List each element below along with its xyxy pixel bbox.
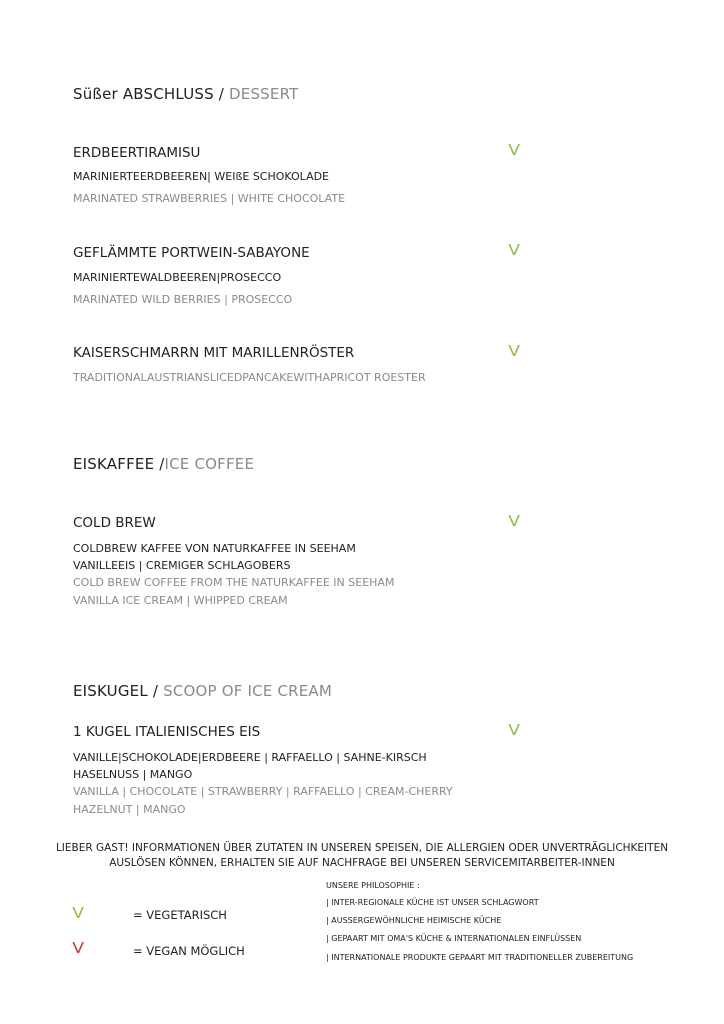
vegan-legend-icon: V [72, 939, 85, 957]
philosophy-line: | INTER-REGIONALE KÜCHE IST UNSER SCHLAGWORT [326, 898, 539, 907]
item-title-kaiserschmarrn: KAISERSCHMARRN MIT MARILLENRÖSTER [73, 345, 355, 361]
section-title-ice-cream: EISKUGEL / SCOOP OF ICE CREAM [73, 682, 333, 700]
philosophy-title: UNSERE PHILOSOPHIE : [326, 881, 420, 890]
philosophy-line: | GEPAART MIT OMA'S KÜCHE & INTERNATIONALEN EINFLÜSSEN [326, 934, 582, 943]
section-title-ice-coffee: EISKAFFEE /ICE COFFEE [73, 455, 255, 473]
item-title-italian-ice-cream: 1 KUGEL ITALIENISCHES EIS [73, 724, 261, 740]
item-description-de: COLDBREW KAFFEE VON NATURKAFFEE IN SEEHAM [73, 542, 356, 555]
section-title-dessert: Süßer ABSCHLUSS / DESSERT [73, 85, 299, 103]
item-description-en: TRADITIONALAUSTRIANSLICEDPANCAKEWITHAPRICOT ROESTER [73, 371, 426, 384]
philosophy-line: | INTERNATIONALE PRODUKTE GEPAART MIT TRADITIONELLER ZUBEREITUNG [326, 953, 634, 962]
allergy-notice-line: AUSLÖSEN KÖNNEN, ERHALTEN SIE AUF NACHFRAGE BEI UNSEREN SERVICEMITARBEITER-INNEN [109, 857, 615, 869]
allergy-notice-line: LIEBER GAST! INFORMATIONEN ÜBER ZUTATEN IN UNSEREN SPEISEN, DIE ALLERGIEN ODER UNVERTRÄGLICHKEITEN [55, 842, 669, 854]
vegetarian-v-icon: V [508, 512, 521, 530]
item-title-sabayone: GEFLÄMMTE PORTWEIN-SABAYONE [73, 245, 310, 261]
item-description-de: MARINIERTEWALDBEEREN|PROSECCO [73, 271, 282, 284]
item-description-en: MARINATED WILD BERRIES | PROSECCO [73, 293, 293, 306]
item-title-erdbeertiramisu: ERDBEERTIRAMISU [73, 145, 201, 161]
legend-vegetarian-label: = VEGETARISCH [133, 908, 227, 922]
vegetarian-v-icon: V [508, 141, 521, 159]
item-description-de: HASELNUSS | MANGO [73, 768, 193, 781]
legend-vegan-label: = VEGAN MÖGLICH [133, 944, 245, 958]
item-description-de: MARINIERTEERDBEEREN| WEIßE SCHOKOLADE [73, 170, 330, 183]
item-description-de: VANILLEEIS | CREMIGER SCHLAGOBERS [73, 559, 291, 572]
item-description-en: MARINATED STRAWBERRIES | WHITE CHOCOLATE [73, 192, 346, 205]
item-title-cold-brew: COLD BREW [73, 515, 156, 531]
item-description-en: VANILLA | CHOCOLATE | STRAWBERRY | RAFFAELLO | CREAM-CHERRY [73, 785, 453, 798]
item-description-en: VANILLA ICE CREAM | WHIPPED CREAM [73, 594, 288, 607]
item-description-de: VANILLE|SCHOKOLADE|ERDBEERE | RAFFAELLO | SAHNE-KIRSCH [73, 751, 427, 764]
item-description-en: HAZELNUT | MANGO [73, 803, 186, 816]
item-description-en: COLD BREW COFFEE FROM THE NATURKAFFEE IN SEEHAM [73, 576, 395, 589]
vegetarian-v-icon: V [508, 342, 521, 360]
philosophy-line: | AUSSERGEWÖHNLICHE HEIMISCHE KÜCHE [326, 916, 502, 925]
vegetarian-legend-icon: V [72, 904, 85, 922]
vegetarian-v-icon: V [508, 721, 521, 739]
vegetarian-v-icon: V [508, 241, 521, 259]
